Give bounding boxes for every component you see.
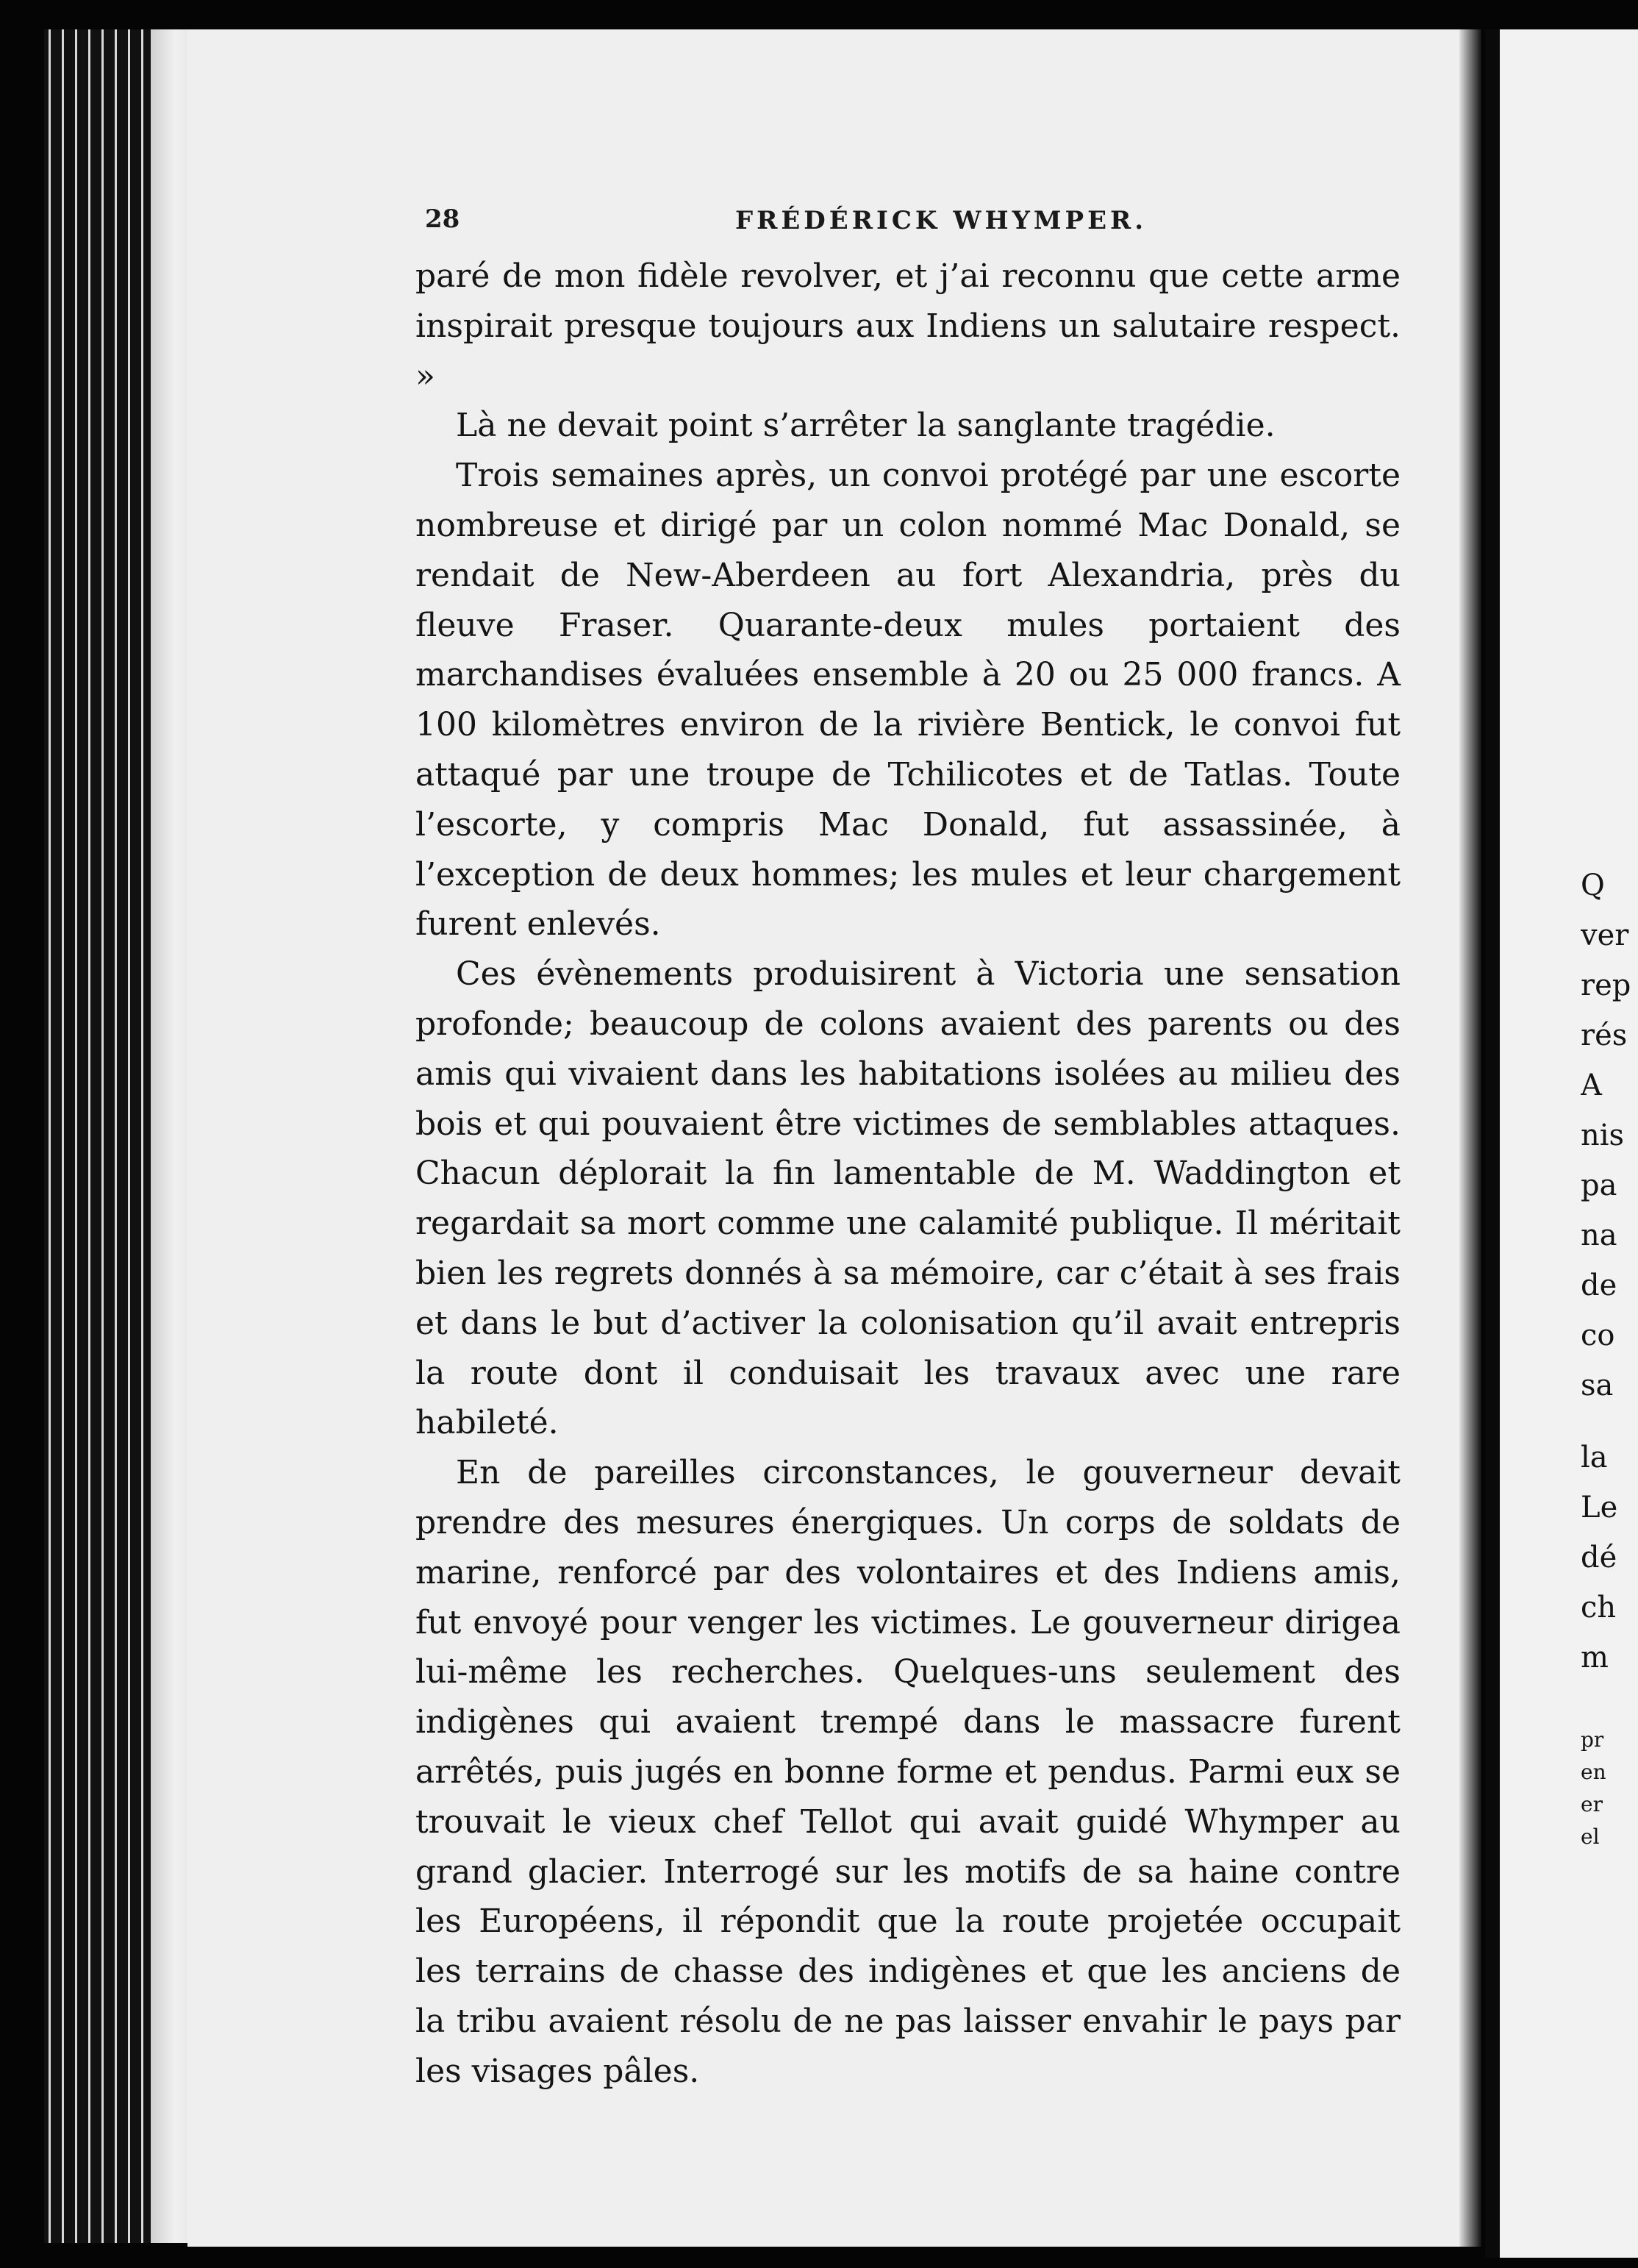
fragment: A <box>1581 1069 1602 1102</box>
adjacent-page-text <box>1581 860 1638 1853</box>
fragment: de <box>1581 1269 1617 1302</box>
page-number: 28 <box>425 204 460 234</box>
gutter <box>1485 29 1501 2258</box>
fragment: m <box>1581 1641 1609 1675</box>
paragraph: En de pareilles circonstances, le gouverneur devait prendre des mesures énergiques. Un corps de soldats de marine, renforcé par des volontaires et des Indiens amis, fut envoyé pour venger les victimes. Le gouverneur dirigea lui-même les recherches. Quelques-uns seulement des indigènes qui avaient trempé dans le massacre furent arrêtés, puis jugés en bonne forme et pendus. Parmi eux se trouvait le vieux chef Tellot qui avait guidé Whymper au grand glacier. Interrogé sur les motifs de sa haine contre les Européens, il répondit que la route projetée occupait les terrains de chasse des indigènes et que les anciens de la tribu avaient résolu de ne pas laisser envahir le pays par les visages pâles. <box>415 1454 1401 2090</box>
running-title: FRÉDÉRICK WHYMPER. <box>735 206 1148 235</box>
fragment: la <box>1581 1441 1608 1474</box>
fragment: Q <box>1581 869 1605 902</box>
fragment: rep <box>1581 969 1631 1002</box>
paragraph: Ces évènements produisirent à Victoria une sensation profonde; beaucoup de colons avaient des parents ou des amis qui vivaient dans les habitations isolées au milieu des bois et qui pouvaient être victimes de semblables attaques. Chacun déplorait la fin lamentable de M. Waddington et regardait sa mort comme une calamité publique. Il méritait bien les regrets donnés à sa mémoire, car c’était à ses frais et dans le but d’activer la colonisation qu’il avait entrepris la route dont il conduisait les travaux avec une rare habileté. <box>415 955 1401 1442</box>
body-text <box>415 252 1401 2096</box>
fragment: rés <box>1581 1019 1628 1052</box>
fragment: Le <box>1581 1491 1618 1525</box>
fragment: sa <box>1581 1369 1614 1402</box>
fragment: pa <box>1581 1169 1617 1202</box>
fragment: nis <box>1581 1119 1625 1152</box>
fragment: pr <box>1581 1727 1604 1752</box>
page-stack-edge <box>151 29 191 2243</box>
paragraph: paré de mon fidèle revolver, et j’ai reconnu que cette arme inspirait presque toujours aux Indiens un salutaire respect. » <box>415 257 1401 395</box>
fragment: ch <box>1581 1591 1617 1625</box>
fragment: er <box>1581 1792 1603 1816</box>
fragment: en <box>1581 1760 1606 1784</box>
fragment: na <box>1581 1219 1617 1252</box>
paragraph: Trois semaines après, un convoi protégé par une escorte nombreuse et dirigé par un colon nommé Mac Donald, se rendait de New-Aberdeen au fort Alexandria, près du fleuve Fraser. Quarante-deux mules portaient des marchandises évaluées ensemble à 20 ou 25 000 francs. A 100 kilomètres environ de la rivière Bentick, le convoi fut attaqué par une troupe de Tchilicotes et de Tatlas. Toute l’escorte, y compris Mac Donald, fut assassinée, à l’exception de deux hommes; les mules et leur chargement furent enlevés. <box>415 457 1401 944</box>
fragment: el <box>1581 1825 1600 1849</box>
paragraph: Là ne devait point s’arrêter la sanglante tragédie. <box>456 407 1276 445</box>
gutter-shadow <box>1459 29 1481 2247</box>
page-header <box>425 204 1410 241</box>
fragment: dé <box>1581 1541 1617 1575</box>
fragment: co <box>1581 1319 1615 1352</box>
fragment: ver <box>1581 919 1629 952</box>
